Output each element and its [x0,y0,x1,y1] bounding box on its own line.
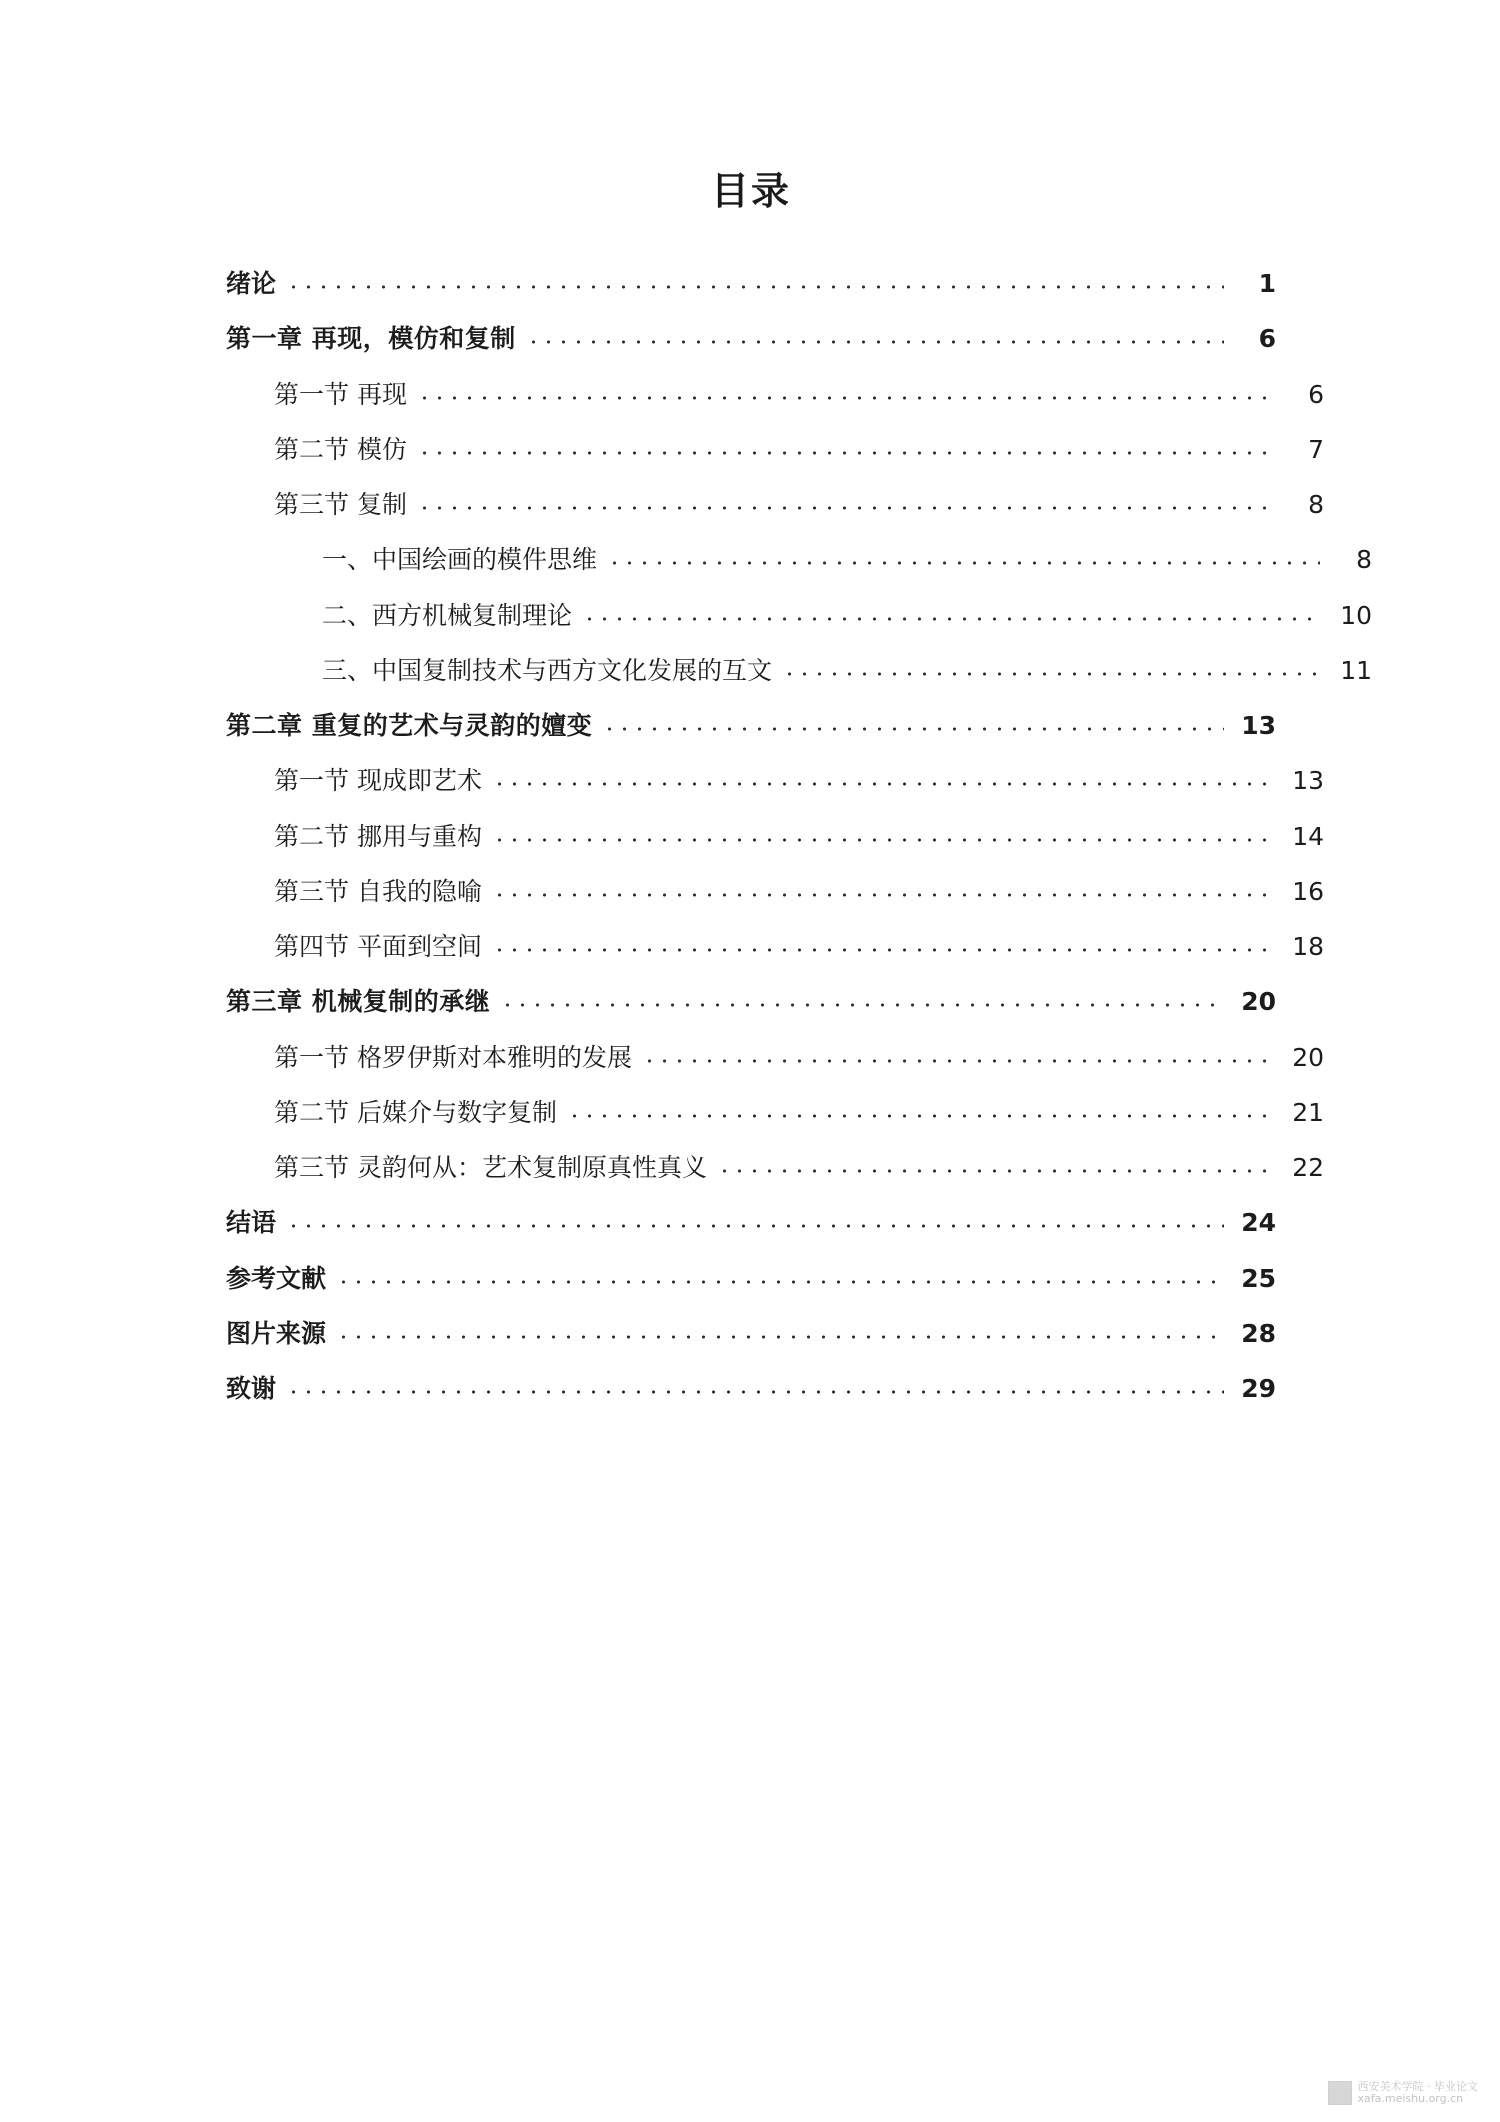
toc-entry-label: 第三节 自我的隐喻 [274,876,482,906]
toc-dot-leader [582,599,1320,624]
toc-list [226,267,1372,1404]
toc-entry-page-number: 24 [1241,1208,1276,1238]
toc-dot-leader [607,543,1320,568]
toc-entry-label: 致谢 [226,1374,277,1403]
toc-entry-label: 第二节 后媒介与数字复制 [274,1097,557,1127]
toc-entry-page-number: 11 [1340,655,1372,685]
toc-entry-label: 第二节 挪用与重构 [274,821,482,851]
toc-entry-page-number: 6 [1308,379,1324,409]
toc-entry[interactable] [274,433,1324,465]
toc-entry[interactable] [226,1206,1276,1238]
toc-entry[interactable] [274,488,1324,520]
toc-dot-leader [492,875,1272,900]
toc-dot-leader [602,709,1224,734]
toc-dot-leader [286,1372,1224,1397]
toc-dot-leader [336,1317,1224,1342]
toc-entry-label: 第三节 复制 [274,490,407,519]
toc-entry-page-number: 16 [1292,876,1324,906]
toc-entry-label: 第一节 现成即艺术 [274,766,482,796]
toc-entry[interactable] [274,1151,1324,1183]
toc-entry[interactable] [274,378,1324,410]
toc-entry[interactable] [226,1262,1276,1294]
toc-entry-page-number: 8 [1308,490,1324,519]
watermark-text [1358,2081,1479,2106]
toc-dot-leader [417,433,1272,458]
toc-entry-page-number: 1 [1258,269,1276,298]
toc-entry-label: 第二章 重复的艺术与灵韵的嬗变 [226,711,593,740]
toc-entry-page-number: 6 [1258,324,1276,354]
toc-entry[interactable] [226,985,1276,1017]
toc-entry-page-number: 20 [1292,1042,1324,1072]
toc-dot-leader [336,1262,1224,1287]
toc-dot-leader [286,1206,1224,1231]
toc-entry-label: 第三章 机械复制的承继 [226,987,491,1017]
watermark-logo-icon [1328,2081,1352,2105]
toc-entry-page-number: 10 [1340,600,1372,630]
toc-entry[interactable] [274,820,1324,852]
watermark-line-2: xafa.meishu.org.cn [1357,2092,1464,2106]
toc-entry-page-number: 8 [1356,545,1372,575]
toc-entry-label: 绪论 [226,269,277,298]
watermark-line-1: 西安美术学院 · 毕业论文 [1357,2079,1478,2093]
toc-entry[interactable] [226,267,1276,299]
toc-entry-page-number: 25 [1241,1263,1276,1293]
toc-entry-page-number: 29 [1241,1374,1276,1403]
toc-dot-leader [500,985,1224,1010]
toc-entry-page-number: 13 [1241,711,1276,740]
toc-entry-label: 第一节 再现 [274,379,407,409]
page-title: 目录 [710,169,791,213]
toc-dot-leader [417,378,1272,403]
toc-dot-leader [492,764,1272,789]
toc-entry-page-number: 14 [1292,821,1324,851]
toc-entry-page-number: 28 [1241,1318,1276,1348]
toc-entry-label: 第四节 平面到空间 [274,932,482,961]
toc-dot-leader [782,654,1320,679]
toc-entry[interactable] [322,543,1372,575]
toc-entry-page-number: 20 [1241,987,1276,1017]
toc-entry[interactable] [226,709,1276,741]
toc-entry-label: 第一节 格罗伊斯对本雅明的发展 [274,1042,632,1072]
toc-entry-label: 第一章 再现，模仿和复制 [226,324,516,354]
toc-entry[interactable] [226,1317,1276,1349]
toc-entry-label: 参考文献 [226,1263,327,1293]
toc-entry-label: 一、中国绘画的模件思维 [322,545,598,575]
toc-entry[interactable] [274,1041,1324,1073]
watermark [1328,2081,1479,2106]
toc-dot-leader [417,488,1272,513]
toc-entry[interactable] [226,1372,1276,1404]
toc-entry-label: 第二节 模仿 [274,434,407,464]
toc-dot-leader [642,1041,1272,1066]
toc-dot-leader [526,322,1224,347]
toc-entry-page-number: 22 [1292,1153,1324,1182]
toc-entry[interactable] [274,930,1324,962]
toc-entry[interactable] [322,599,1372,631]
toc-entry-page-number: 13 [1292,766,1324,796]
toc-entry[interactable] [322,654,1372,686]
toc-dot-leader [717,1151,1272,1176]
toc-entry[interactable] [274,764,1324,796]
toc-entry-label: 第三节 灵韵何从：艺术复制原真性真义 [274,1153,707,1182]
toc-entry[interactable] [274,875,1324,907]
toc-entry-label: 三、中国复制技术与西方文化发展的互文 [322,655,773,685]
toc-entry-page-number: 7 [1308,434,1324,464]
toc-entry[interactable] [226,322,1276,354]
toc-dot-leader [492,930,1272,955]
toc-entry-label: 二、西方机械复制理论 [322,600,573,630]
toc-dot-leader [286,267,1224,292]
toc-entry-label: 结语 [226,1208,277,1238]
toc-entry[interactable] [274,1096,1324,1128]
toc-dot-leader [492,820,1272,845]
toc-entry-label: 图片来源 [226,1318,327,1348]
toc-container [226,160,1372,1427]
toc-entry-page-number: 21 [1292,1097,1324,1127]
toc-entry-page-number: 18 [1292,932,1324,961]
toc-dot-leader [567,1096,1272,1121]
